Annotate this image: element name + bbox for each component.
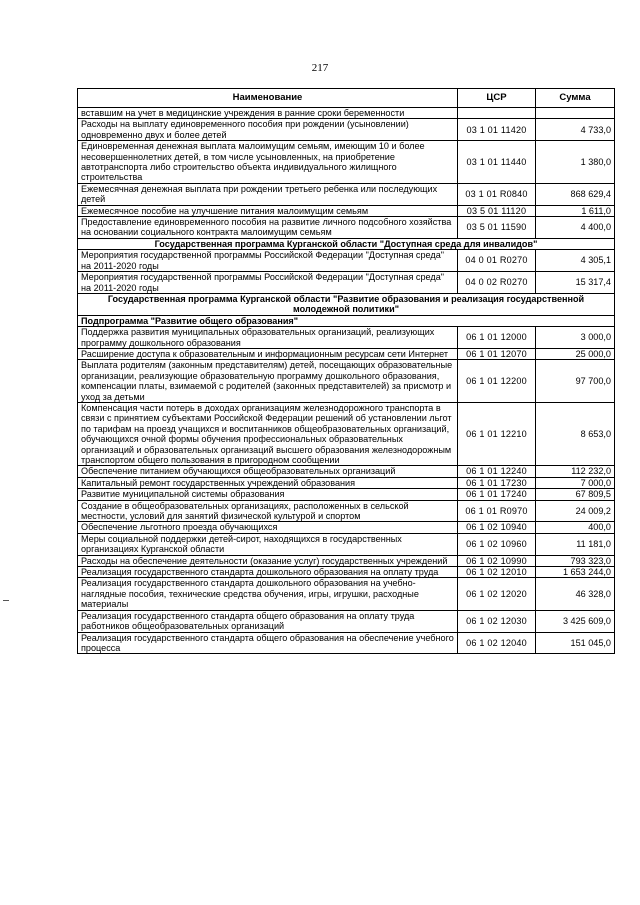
row-name-cell: Ежемесячная денежная выплата при рождении третьего ребенка или последующих детей — [78, 183, 458, 205]
row-name-cell: Поддержка развития муниципальных образовательных организаций, реализующих программу дошкольного образования — [78, 327, 458, 349]
table-row — [78, 327, 615, 349]
row-name-cell: Развитие муниципальной системы образования — [78, 489, 458, 500]
row-sum-cell: 1 611,0 — [536, 205, 615, 216]
row-sum-cell: 7 000,0 — [536, 477, 615, 488]
row-csr-cell: 06 1 01 12200 — [458, 360, 536, 403]
row-sum-cell: 15 317,4 — [536, 272, 615, 294]
table-row — [78, 489, 615, 500]
row-name-cell: Расширение доступа к образовательным и информационным ресурсам сети Интернет — [78, 348, 458, 359]
row-name-cell: Мероприятия государственной программы Российской Федерации "Доступная среда" на 2011-2020 годы — [78, 250, 458, 272]
row-sum-cell: 3 000,0 — [536, 327, 615, 349]
subprogram-heading-row — [78, 315, 615, 326]
row-csr-cell: 06 1 02 10960 — [458, 533, 536, 555]
row-name-cell: Реализация государственного стандарта дошкольного образования на оплату труда — [78, 567, 458, 578]
row-sum-cell — [536, 108, 615, 119]
row-name-cell: Обеспечение льготного проезда обучающихся — [78, 522, 458, 533]
row-sum-cell: 46 328,0 — [536, 578, 615, 610]
row-sum-cell: 25 000,0 — [536, 348, 615, 359]
table-row — [78, 183, 615, 205]
header-sum: Сумма — [536, 89, 615, 108]
program-heading: Государственная программа Курганской области "Развитие образования и реализация государственной молодежной политики" — [78, 293, 615, 315]
table-row — [78, 567, 615, 578]
row-csr-cell: 06 1 02 12020 — [458, 578, 536, 610]
table-row — [78, 610, 615, 632]
row-name-cell: Выплата родителям (законным представителям) детей, посещающих образовательные организации, реализующие образовательную программу дошкольного образования, компенсации платы, взимаемой с родителей (законных представителей) за присмотр и уход за детьми — [78, 360, 458, 403]
row-sum-cell: 868 629,4 — [536, 183, 615, 205]
table-row — [78, 250, 615, 272]
table-row — [78, 632, 615, 654]
row-name-cell: Создание в общеобразовательных организациях, расположенных в сельской местности, условий для занятий физической культурой и спортом — [78, 500, 458, 522]
row-name-cell: Ежемесячное пособие на улучшение питания малоимущим семьям — [78, 205, 458, 216]
row-sum-cell: 1 380,0 — [536, 141, 615, 184]
table-row — [78, 533, 615, 555]
row-csr-cell: 06 1 02 12030 — [458, 610, 536, 632]
program-heading-row — [78, 293, 615, 315]
row-name-cell: Обеспечение питанием обучающихся общеобразовательных организаций — [78, 466, 458, 477]
row-csr-cell: 03 5 01 11590 — [458, 217, 536, 239]
row-name-cell: вставшим на учет в медицинские учреждения в ранние сроки беременности — [78, 108, 458, 119]
row-sum-cell: 151 045,0 — [536, 632, 615, 654]
row-name-cell: Расходы на обеспечение деятельности (оказание услуг) государственных учреждений — [78, 555, 458, 566]
row-sum-cell: 112 232,0 — [536, 466, 615, 477]
table-row — [78, 217, 615, 239]
row-csr-cell: 06 1 01 12000 — [458, 327, 536, 349]
row-csr-cell: 04 0 02 R0270 — [458, 272, 536, 294]
row-sum-cell: 1 653 244,0 — [536, 567, 615, 578]
table-row — [78, 555, 615, 566]
page-number: 217 — [311, 62, 329, 74]
row-csr-cell: 06 1 01 17230 — [458, 477, 536, 488]
row-name-cell: Компенсация части потерь в доходах организациям железнодорожного транспорта в связи с принятием субъектами Российской Федерации решений об установлении льгот по тарифам на проезд учащихся и воспитанников общеобразовательных организаций, обучающихся очной формы обучения профессиональных образовательных организаций и образовательных организаций высшего образования железнодорожным транспортом общего пользования в пригородном сообщении — [78, 402, 458, 465]
row-csr-cell: 04 0 01 R0270 — [458, 250, 536, 272]
row-sum-cell: 793 323,0 — [536, 555, 615, 566]
row-csr-cell: 06 1 01 12240 — [458, 466, 536, 477]
row-sum-cell: 97 700,0 — [536, 360, 615, 403]
table-row — [78, 578, 615, 610]
row-csr-cell: 06 1 01 12070 — [458, 348, 536, 359]
table-row — [78, 522, 615, 533]
row-csr-cell: 03 5 01 11120 — [458, 205, 536, 216]
row-name-cell: Реализация государственного стандарта дошкольного образования на учебно-наглядные пособия, технические средства обучения, игры, игрушки, расходные материалы — [78, 578, 458, 610]
table-row — [78, 348, 615, 359]
row-sum-cell: 8 653,0 — [536, 402, 615, 465]
program-heading: Государственная программа Курганской области "Доступная среда для инвалидов" — [78, 238, 615, 249]
row-csr-cell: 03 1 01 R0840 — [458, 183, 536, 205]
row-csr-cell: 06 1 01 12210 — [458, 402, 536, 465]
row-csr-cell: 06 1 02 12040 — [458, 632, 536, 654]
row-name-cell: Реализация государственного стандарта общего образования на оплату труда работников общеобразовательных организаций — [78, 610, 458, 632]
table-header-row — [78, 89, 615, 108]
row-csr-cell: 03 1 01 11420 — [458, 119, 536, 141]
row-csr-cell: 06 1 02 12010 — [458, 567, 536, 578]
header-name: Наименование — [78, 89, 458, 108]
table-row — [78, 108, 615, 119]
program-heading-row — [78, 238, 615, 249]
row-sum-cell: 67 809,5 — [536, 489, 615, 500]
table-row — [78, 272, 615, 294]
row-sum-cell: 3 425 609,0 — [536, 610, 615, 632]
margin-mark — [3, 600, 9, 601]
table-row — [78, 477, 615, 488]
subprogram-heading: Подпрограмма "Развитие общего образования" — [78, 315, 615, 326]
row-name-cell: Меры социальной поддержки детей-сирот, находящихся в государственных организациях Курганской области — [78, 533, 458, 555]
table-row — [78, 402, 615, 465]
table-row — [78, 360, 615, 403]
row-csr-cell — [458, 108, 536, 119]
budget-table — [77, 88, 615, 654]
table-row — [78, 500, 615, 522]
row-sum-cell: 11 181,0 — [536, 533, 615, 555]
row-csr-cell: 06 1 02 10940 — [458, 522, 536, 533]
row-name-cell: Единовременная денежная выплата малоимущим семьям, имеющим 10 и более несовершеннолетних детей, в том числе усыновленных, на приобретение автотранспорта либо строительство объекта индивидуального жилищного строительства — [78, 141, 458, 184]
row-sum-cell: 400,0 — [536, 522, 615, 533]
row-name-cell: Капитальный ремонт государственных учреждений образования — [78, 477, 458, 488]
row-csr-cell: 06 1 01 R0970 — [458, 500, 536, 522]
row-csr-cell: 06 1 01 17240 — [458, 489, 536, 500]
header-csr: ЦСР — [458, 89, 536, 108]
row-name-cell: Расходы на выплату единовременного пособия при рождении (усыновлении) одновременно двух и более детей — [78, 119, 458, 141]
row-name-cell: Мероприятия государственной программы Российской Федерации "Доступная среда" на 2011-2020 годы — [78, 272, 458, 294]
row-csr-cell: 03 1 01 11440 — [458, 141, 536, 184]
row-sum-cell: 4 733,0 — [536, 119, 615, 141]
table-row — [78, 141, 615, 184]
row-sum-cell: 4 400,0 — [536, 217, 615, 239]
row-sum-cell: 24 009,2 — [536, 500, 615, 522]
row-csr-cell: 06 1 02 10990 — [458, 555, 536, 566]
table-row — [78, 119, 615, 141]
table-row — [78, 205, 615, 216]
row-name-cell: Реализация государственного стандарта общего образования на обеспечение учебного процесса — [78, 632, 458, 654]
row-sum-cell: 4 305,1 — [536, 250, 615, 272]
row-name-cell: Предоставление единовременного пособия на развитие личного подсобного хозяйства на основании социального контракта малоимущим семьям — [78, 217, 458, 239]
table-row — [78, 466, 615, 477]
